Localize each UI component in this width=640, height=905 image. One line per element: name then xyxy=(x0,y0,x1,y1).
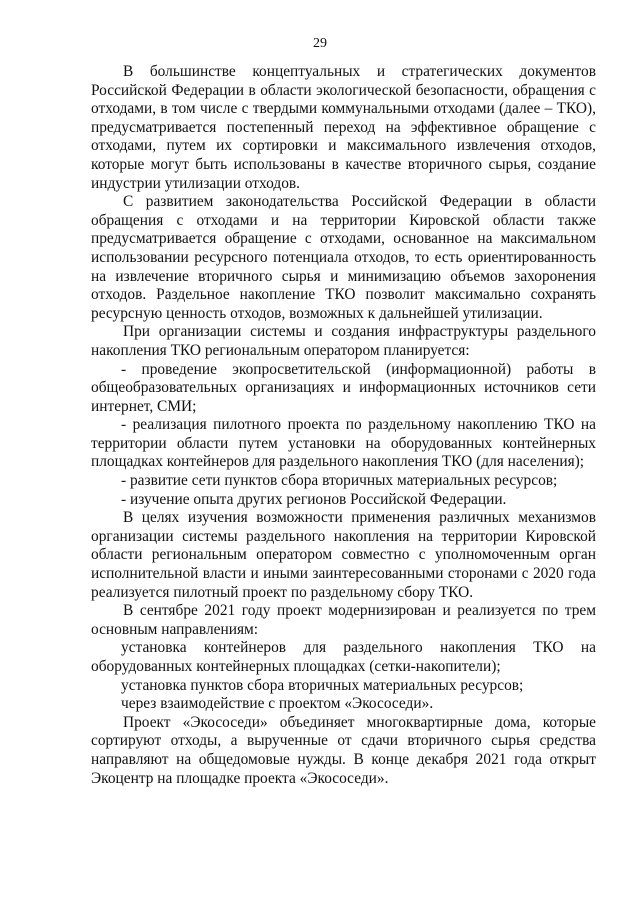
list-item-experience: - изучение опыта других регионов Российской Федерации. xyxy=(121,490,507,508)
paragraph-pilot-project: В целях изучения возможности применения различных механизмов организации системы раздельного накопления на территории Кировской области региональным оператором совместно с уполномоченным орган исполнительной власти и иными заинтересованными сторонами с 2020 года реализуется пилотный проект по раздельному сбору ТКО. xyxy=(91,509,596,601)
list-item-education: - проведение экопросветительской (информационной) работы в общеобразовательных организациях и информационных источников сети интернет, СМИ; xyxy=(91,360,596,415)
list-item-pilot: - реализация пилотного проекта по раздельному накоплению ТКО на территории области путем установки на оборудованных контейнерных площадках контейнеров для раздельного накопления ТКО (для населения); xyxy=(91,416,596,471)
list-item-collection-points: - развитие сети пунктов сбора вторичных материальных ресурсов; xyxy=(121,472,558,490)
direction-collection-points: установка пунктов сбора вторичных материальных ресурсов; xyxy=(121,676,524,694)
paragraph-legislation: С развитием законодательства Российской Федерации в области обращения с отходами и на территории Кировской области также предусматривается обращение с отходами, основанное на максимальном использовании ресурсного потенциала отходов, то есть ориентированность на извлечение вторичного сырья и минимизацию объемов захоронения отходов. Раздельное накопление ТКО позволит максимально сохранять ресурсную ценность отходов, возможных к дальнейшей утилизации. xyxy=(91,193,596,322)
paragraph-econeighbors-project: Проект «Экососеди» объединяет многоквартирные дома, которые сортируют отходы, а вырученные от сдачи вторичного сырья средства направляют на общедомовые нужды. В конце декабря 2021 года открыт Экоцентр на площадке проекта «Экососеди». xyxy=(91,713,596,787)
document-body xyxy=(91,63,596,788)
paragraph-modernization: В сентябре 2021 году проект модернизирован и реализуется по трем основным направлениям: xyxy=(91,602,596,638)
page-number: 29 xyxy=(313,36,327,51)
paragraph-planning: При организации системы и создания инфраструктуры раздельного накопления ТКО региональным оператором планируется: xyxy=(91,323,596,359)
direction-econeighbors: через взаимодействие с проектом «Экососеди». xyxy=(121,695,434,713)
direction-containers: установка контейнеров для раздельного накопления ТКО на оборудованных контейнерных площадках (сетки-накопители); xyxy=(91,639,596,675)
paragraph-intro: В большинстве концептуальных и стратегических документов Российской Федерации в области экологической безопасности, обращения с отходами, в том числе с твердыми коммунальными отходами (далее – ТКО), предусматривается постепенный переход на эффективное обращение с отходами, путем их сортировки и максимального извлечения отходов, которые могут быть использованы в качестве вторичного сырья, создание индустрии утилизации отходов. xyxy=(91,63,596,192)
